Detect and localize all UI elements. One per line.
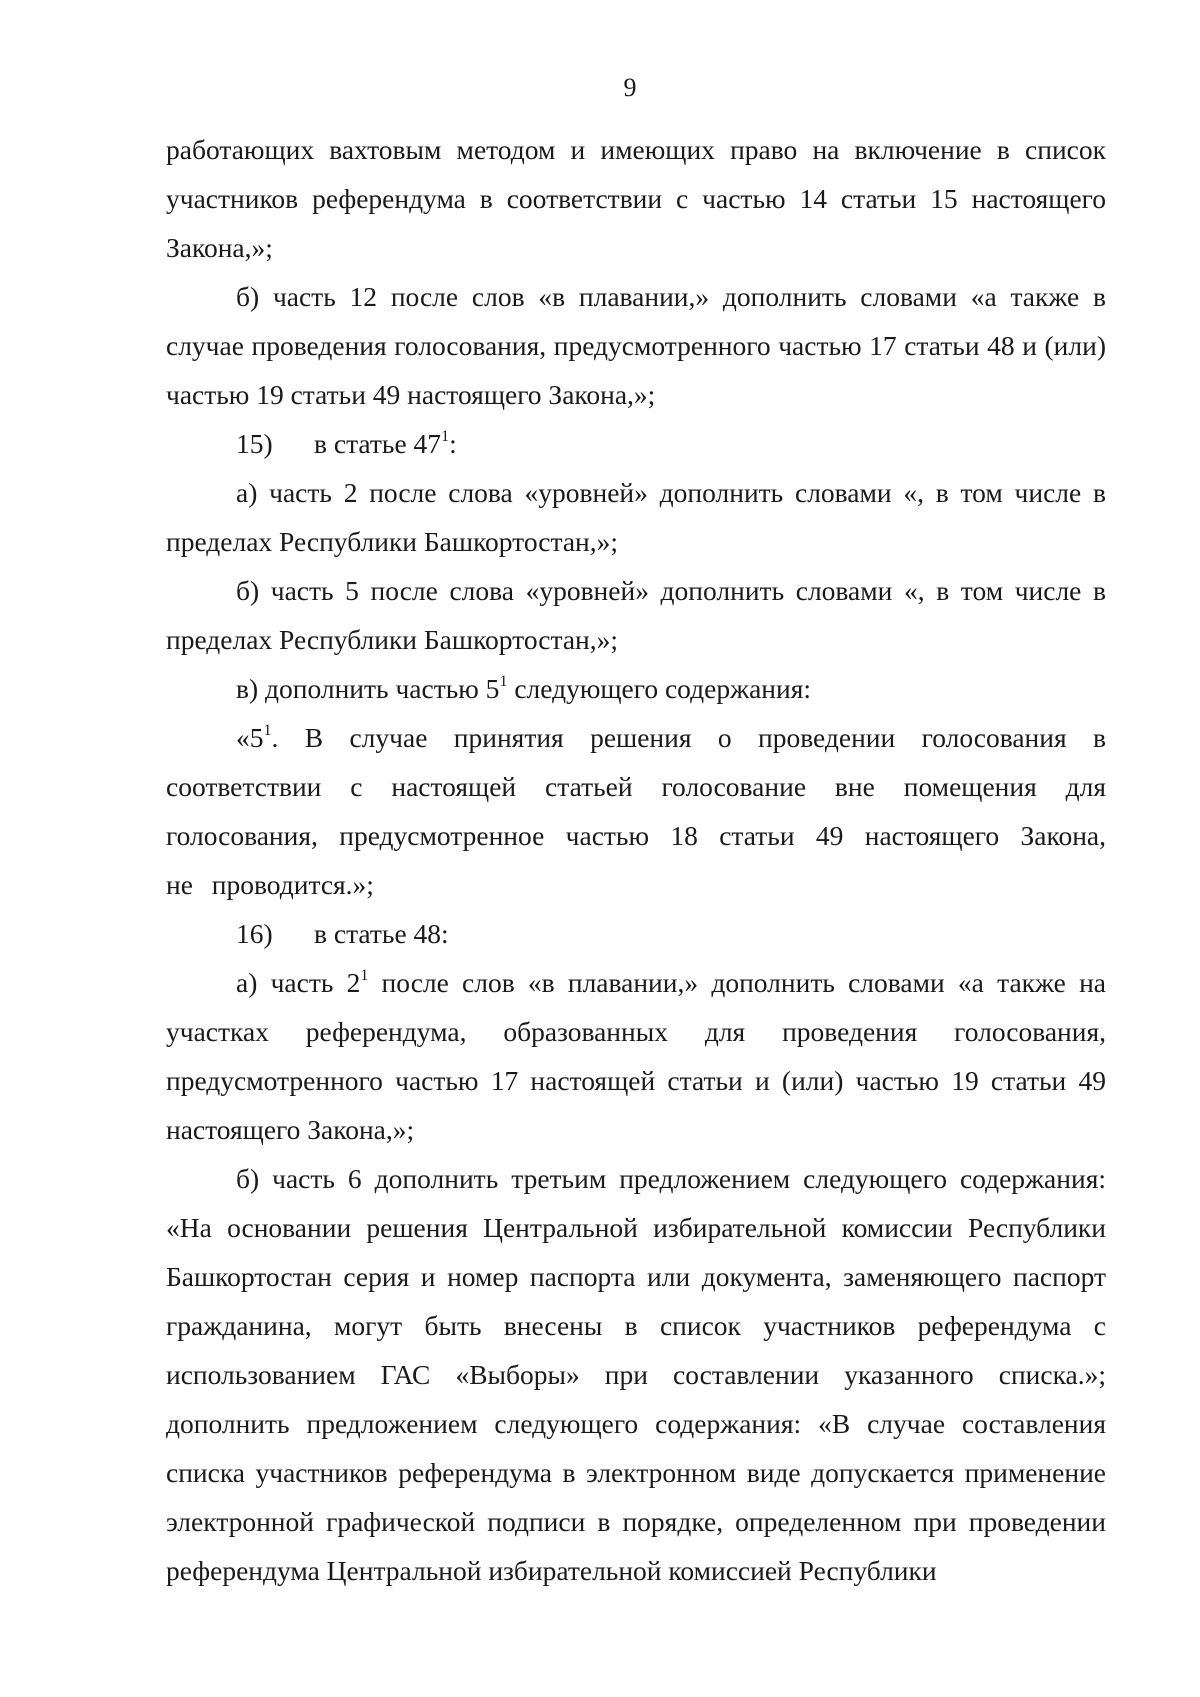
paragraph-8: [166, 909, 1106, 958]
paragraph-9: [166, 958, 1106, 1154]
document-body: [166, 125, 1106, 1595]
paragraph-7: [166, 713, 1106, 909]
paragraph-6-tail: следующего содержания:: [507, 673, 812, 704]
item-15-superscript: 1: [441, 427, 450, 445]
paragraph-7-head: «5: [236, 722, 264, 753]
paragraph-5: б) часть 5 после слова «уровней» дополнить словами «, в том числе в пределах Республики Башкортостан,»;: [166, 575, 1106, 655]
item-15-text: в статье 47: [314, 428, 442, 459]
paragraph-2: б) часть 12 после слов «в плавании,» дополнить словами «а также в случае проведения голосования, предусмотренного частью 17 статьи 48 и (или) частью 19 статьи 49 настоящего Закона,»;: [166, 281, 1106, 410]
paragraph-9-head: а) часть 2: [236, 967, 361, 998]
item-number-16: 16): [236, 918, 273, 949]
item-16-text: в статье 48:: [314, 918, 449, 949]
paragraph-6-superscript: 1: [499, 672, 508, 690]
paragraph-1: работающих вахтовым методом и имеющих право на включение в список участников референдума в соответствии с частью 14 статьи 15 настоящего Закона,»;: [166, 134, 1106, 263]
paragraph-9-superscript: 1: [360, 966, 369, 984]
paragraph-6-text: в) дополнить частью 5: [236, 673, 500, 704]
item-number-15: 15): [236, 428, 273, 459]
paragraph-10: б) часть 6 дополнить третьим предложением следующего содержания: «На основании решения Центральной избирательной комиссии Республики Башкортостан серия и номер паспорта или документа, заменяющего паспорт гражданина, могут быть внесены в список участников референдума с использованием ГАС «Выборы» при составлении указанного списка.»; дополнить предложением следующего содержания: «В случае составления списка участников референдума в электронном виде допускается применение электронной графической подписи в порядке, определенном при проведении референдума Центральной избирательной комиссией Республики: [166, 1163, 1106, 1586]
paragraph-7-text: . В случае принятия решения о проведении голосования в соответствии с настоящей статьей голосование вне помещения для голосования, предусмотренное частью 18 статьи 49 настоящего Закона, не проводится.»;: [166, 722, 1106, 900]
item-15-tail: :: [449, 428, 457, 459]
paragraph-3: [166, 419, 1106, 468]
page-number: 9: [623, 73, 637, 102]
paragraph-9-text: после слов «в плавании,» дополнить словами «а также на участках референдума, образованных для проведения голосования, предусмотренного частью 17 настоящей статьи и (или) частью 19 статьи 49 настоящего Закона,»;: [166, 967, 1106, 1145]
paragraph-4: а) часть 2 после слова «уровней» дополнить словами «, в том числе в пределах Республики Башкортостан,»;: [166, 477, 1106, 557]
paragraph-7-superscript: 1: [263, 721, 272, 739]
paragraph-6: [166, 664, 1106, 713]
